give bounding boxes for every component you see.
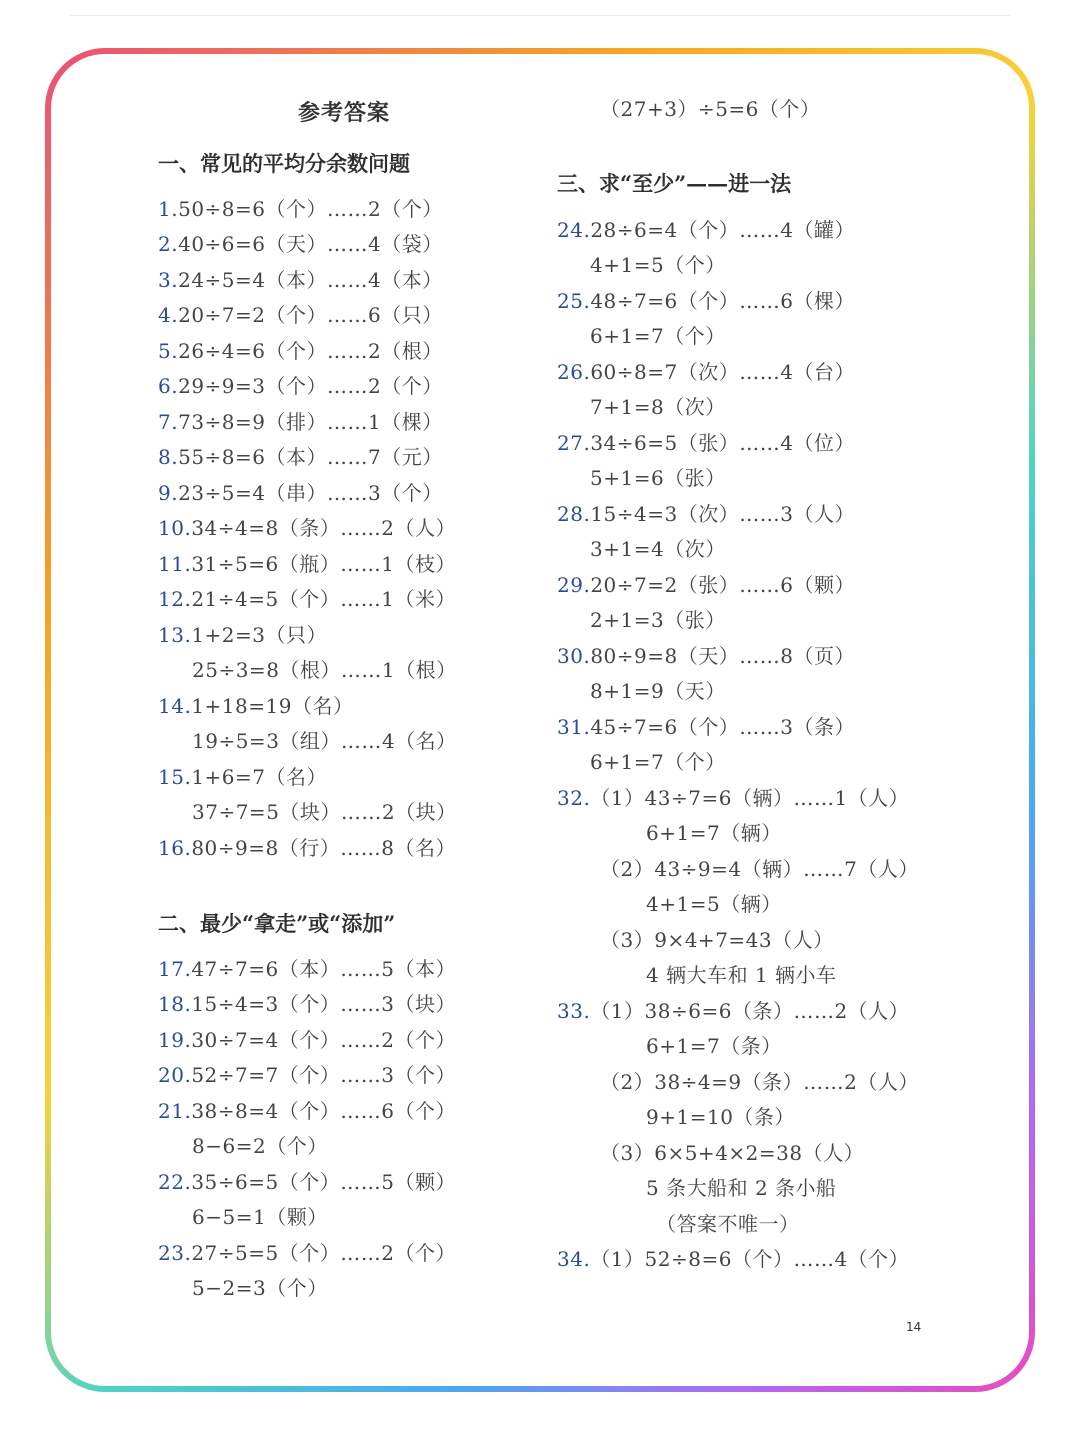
answer-text: 6+1=7（辆） bbox=[646, 821, 782, 845]
answer-text: 6+1=7（个） bbox=[590, 324, 726, 348]
answer-text: 24÷5=4（本）……4（本） bbox=[178, 268, 443, 292]
answer-line bbox=[158, 548, 456, 577]
problem-number: 29. bbox=[557, 573, 591, 597]
problem-number: 15. bbox=[158, 765, 192, 789]
answer-line bbox=[158, 1024, 456, 1053]
problem-number: 9. bbox=[158, 481, 179, 505]
answer-line bbox=[590, 604, 726, 633]
problem-number: 33. bbox=[557, 999, 591, 1023]
problem-number: 11. bbox=[158, 552, 192, 576]
answer-line bbox=[600, 93, 820, 122]
answer-text: 9+1=10（条） bbox=[646, 1105, 795, 1129]
answer-line bbox=[158, 583, 456, 612]
answer-text: 20÷7=2（张）……6（颗） bbox=[590, 573, 855, 597]
answer-text: 73÷8=9（排）……1（棵） bbox=[178, 410, 443, 434]
answer-text: 29÷9=3（个）……2（个） bbox=[178, 374, 443, 398]
answer-line bbox=[590, 391, 726, 420]
answer-text: 1+18=19（名） bbox=[191, 694, 354, 718]
answer-text: 6−5=1（颗） bbox=[192, 1205, 328, 1229]
answer-text: 1+2=3（只） bbox=[191, 623, 328, 647]
answer-text: 45÷7=6（个）……3（条） bbox=[590, 715, 855, 739]
answer-text: 80÷9=8（天）……8（页） bbox=[590, 644, 855, 668]
answer-line bbox=[158, 1166, 456, 1195]
problem-number: 27. bbox=[557, 431, 591, 455]
answer-text: 30÷7=4（个）……2（个） bbox=[191, 1028, 456, 1052]
problem-number: 28. bbox=[557, 502, 591, 526]
answer-text: 48÷7=6（个）……6（棵） bbox=[590, 289, 855, 313]
answer-line bbox=[158, 761, 327, 790]
answer-line bbox=[192, 654, 457, 683]
problem-number: 5. bbox=[158, 339, 179, 363]
answer-text: 15÷4=3（个）……3（块） bbox=[191, 992, 456, 1016]
problem-number: 7. bbox=[158, 410, 179, 434]
answer-text: 37÷7=5（块）……2（块） bbox=[192, 800, 457, 824]
answer-line bbox=[557, 285, 855, 314]
answer-text: （3）9×4+7=43（人） bbox=[600, 928, 834, 952]
answer-text: 55÷8=6（本）……7（元） bbox=[178, 445, 443, 469]
answer-line bbox=[158, 370, 443, 399]
problem-number: 13. bbox=[158, 623, 192, 647]
answer-line bbox=[192, 1201, 328, 1230]
answer-line bbox=[158, 619, 327, 648]
answer-text: 2+1=3（张） bbox=[590, 608, 726, 632]
answer-line bbox=[158, 690, 353, 719]
problem-number: 16. bbox=[158, 836, 192, 860]
problem-number: 32. bbox=[557, 786, 591, 810]
problem-number: 23. bbox=[158, 1241, 192, 1265]
answer-text: 25÷3=8（根）……1（根） bbox=[192, 658, 457, 682]
answer-line bbox=[158, 832, 456, 861]
answer-text: 20÷7=2（个）……6（只） bbox=[178, 303, 443, 327]
answer-text: 5−2=3（个） bbox=[192, 1276, 328, 1300]
answer-line bbox=[557, 498, 855, 527]
problem-number: 25. bbox=[557, 289, 591, 313]
answer-line bbox=[590, 320, 726, 349]
top-divider bbox=[70, 15, 1010, 16]
section-heading-2: 二、最少“拿走”或“添加” bbox=[158, 911, 396, 936]
problem-number: 34. bbox=[557, 1247, 591, 1271]
problem-number: 8. bbox=[158, 445, 179, 469]
answer-line bbox=[158, 264, 443, 293]
problem-number: 4. bbox=[158, 303, 179, 327]
problem-number: 30. bbox=[557, 644, 591, 668]
answer-line bbox=[557, 569, 855, 598]
answer-line bbox=[158, 441, 443, 470]
answer-text: 34÷4=8（条）……2（人） bbox=[191, 516, 456, 540]
problem-number: 14. bbox=[158, 694, 192, 718]
answer-line bbox=[646, 1030, 782, 1059]
answer-line bbox=[158, 335, 443, 364]
answer-line bbox=[158, 477, 443, 506]
problem-number: 17. bbox=[158, 957, 192, 981]
problem-number: 1. bbox=[158, 197, 179, 221]
problem-number: 20. bbox=[158, 1063, 192, 1087]
answer-text: 15÷4=3（次）……3（人） bbox=[590, 502, 855, 526]
answer-text: 34÷6=5（张）……4（位） bbox=[590, 431, 855, 455]
answer-text: 8+1=9（天） bbox=[590, 679, 726, 703]
answer-text: 35÷6=5（个）……5（颗） bbox=[191, 1170, 456, 1194]
answer-text: （1）38÷6=6（条）……2（人） bbox=[590, 999, 910, 1023]
answer-line bbox=[646, 1172, 837, 1201]
page-number: 14 bbox=[906, 1320, 922, 1334]
answer-text: 52÷7=7（个）……3（个） bbox=[191, 1063, 456, 1087]
answer-text: 21÷4=5（个）……1（米） bbox=[191, 587, 456, 611]
answer-line bbox=[600, 1137, 864, 1166]
answer-line bbox=[656, 1208, 800, 1237]
answer-text: 50÷8=6（个）……2（个） bbox=[178, 197, 443, 221]
answer-text: （2）38÷4=9（条）……2（人） bbox=[600, 1070, 919, 1094]
answer-line bbox=[600, 853, 919, 882]
answer-text: 23÷5=4（串）……3（个） bbox=[178, 481, 443, 505]
answer-line bbox=[158, 299, 443, 328]
answer-line bbox=[646, 888, 782, 917]
answer-text: 38÷8=4（个）……6（个） bbox=[191, 1099, 456, 1123]
answer-line bbox=[557, 427, 855, 456]
answer-line bbox=[158, 193, 443, 222]
answer-line bbox=[590, 746, 726, 775]
problem-number: 3. bbox=[158, 268, 179, 292]
answer-line bbox=[158, 1059, 456, 1088]
answer-text: 6+1=7（条） bbox=[646, 1034, 782, 1058]
answer-line bbox=[600, 924, 834, 953]
answer-line bbox=[557, 640, 855, 669]
answer-text: （答案不唯一） bbox=[656, 1212, 800, 1236]
answer-line bbox=[600, 1066, 919, 1095]
answer-text: 6+1=7（个） bbox=[590, 750, 726, 774]
answer-text: 5+1=6（张） bbox=[590, 466, 726, 490]
answer-line bbox=[158, 1237, 456, 1266]
answer-line bbox=[158, 953, 456, 982]
answer-text: 80÷9=8（行）……8（名） bbox=[191, 836, 456, 860]
problem-number: 24. bbox=[557, 218, 591, 242]
answer-line bbox=[557, 356, 855, 385]
answer-line bbox=[646, 959, 837, 988]
answer-text: 31÷5=6（瓶）……1（枝） bbox=[191, 552, 456, 576]
answer-line bbox=[590, 462, 726, 491]
answer-text: 4 辆大车和 1 辆小车 bbox=[646, 963, 837, 987]
answer-text: 1+6=7（名） bbox=[191, 765, 328, 789]
problem-number: 31. bbox=[557, 715, 591, 739]
answer-text: （1）52÷8=6（个）……4（个） bbox=[590, 1247, 910, 1271]
answer-text: 40÷6=6（天）……4（袋） bbox=[178, 232, 443, 256]
problem-number: 6. bbox=[158, 374, 179, 398]
problem-number: 21. bbox=[158, 1099, 192, 1123]
answer-text: （2）43÷9=4（辆）……7（人） bbox=[600, 857, 919, 881]
answer-text: 5 条大船和 2 条小船 bbox=[646, 1176, 837, 1200]
problem-number: 22. bbox=[158, 1170, 192, 1194]
answer-line bbox=[557, 782, 909, 811]
answer-line bbox=[590, 675, 726, 704]
answer-line bbox=[158, 988, 456, 1017]
page-title: 参考答案 bbox=[298, 100, 391, 126]
problem-number: 19. bbox=[158, 1028, 192, 1052]
answer-line bbox=[158, 406, 443, 435]
answer-text: 28÷6=4（个）……4（罐） bbox=[590, 218, 855, 242]
answer-text: （1）43÷7=6（辆）……1（人） bbox=[590, 786, 910, 810]
answer-line bbox=[590, 533, 726, 562]
answer-line bbox=[557, 995, 909, 1024]
answer-text: 4+1=5（个） bbox=[590, 253, 726, 277]
answer-line bbox=[158, 1095, 456, 1124]
answer-text: （3）6×5+4×2=38（人） bbox=[600, 1141, 865, 1165]
answer-text: 47÷7=6（本）……5（本） bbox=[191, 957, 456, 981]
problem-number: 12. bbox=[158, 587, 192, 611]
answer-line bbox=[158, 512, 456, 541]
answer-text: 60÷8=7（次）……4（台） bbox=[590, 360, 855, 384]
answer-line bbox=[646, 1101, 795, 1130]
answer-text: （27+3）÷5=6（个） bbox=[600, 97, 821, 121]
answer-line bbox=[557, 214, 855, 243]
answer-text: 4+1=5（辆） bbox=[646, 892, 782, 916]
answer-line bbox=[192, 1272, 328, 1301]
answer-line bbox=[192, 1130, 328, 1159]
problem-number: 2. bbox=[158, 232, 179, 256]
answer-line bbox=[646, 817, 782, 846]
problem-number: 26. bbox=[557, 360, 591, 384]
answer-text: 7+1=8（次） bbox=[590, 395, 726, 419]
answer-line bbox=[590, 249, 726, 278]
answer-text: 8−6=2（个） bbox=[192, 1134, 328, 1158]
answer-line bbox=[192, 796, 457, 825]
answer-line bbox=[557, 711, 855, 740]
answer-text: 27÷5=5（个）……2（个） bbox=[191, 1241, 456, 1265]
answer-text: 3+1=4（次） bbox=[590, 537, 726, 561]
answer-text: 26÷4=6（个）……2（根） bbox=[178, 339, 443, 363]
section-heading-1: 一、常见的平均分余数问题 bbox=[158, 151, 410, 176]
answer-line bbox=[557, 1243, 909, 1272]
answer-line bbox=[192, 725, 457, 754]
answer-line bbox=[158, 228, 443, 257]
problem-number: 10. bbox=[158, 516, 192, 540]
section-heading-3: 三、求“至少”——进一法 bbox=[557, 171, 792, 196]
answer-text: 19÷5=3（组）……4（名） bbox=[192, 729, 457, 753]
problem-number: 18. bbox=[158, 992, 192, 1016]
